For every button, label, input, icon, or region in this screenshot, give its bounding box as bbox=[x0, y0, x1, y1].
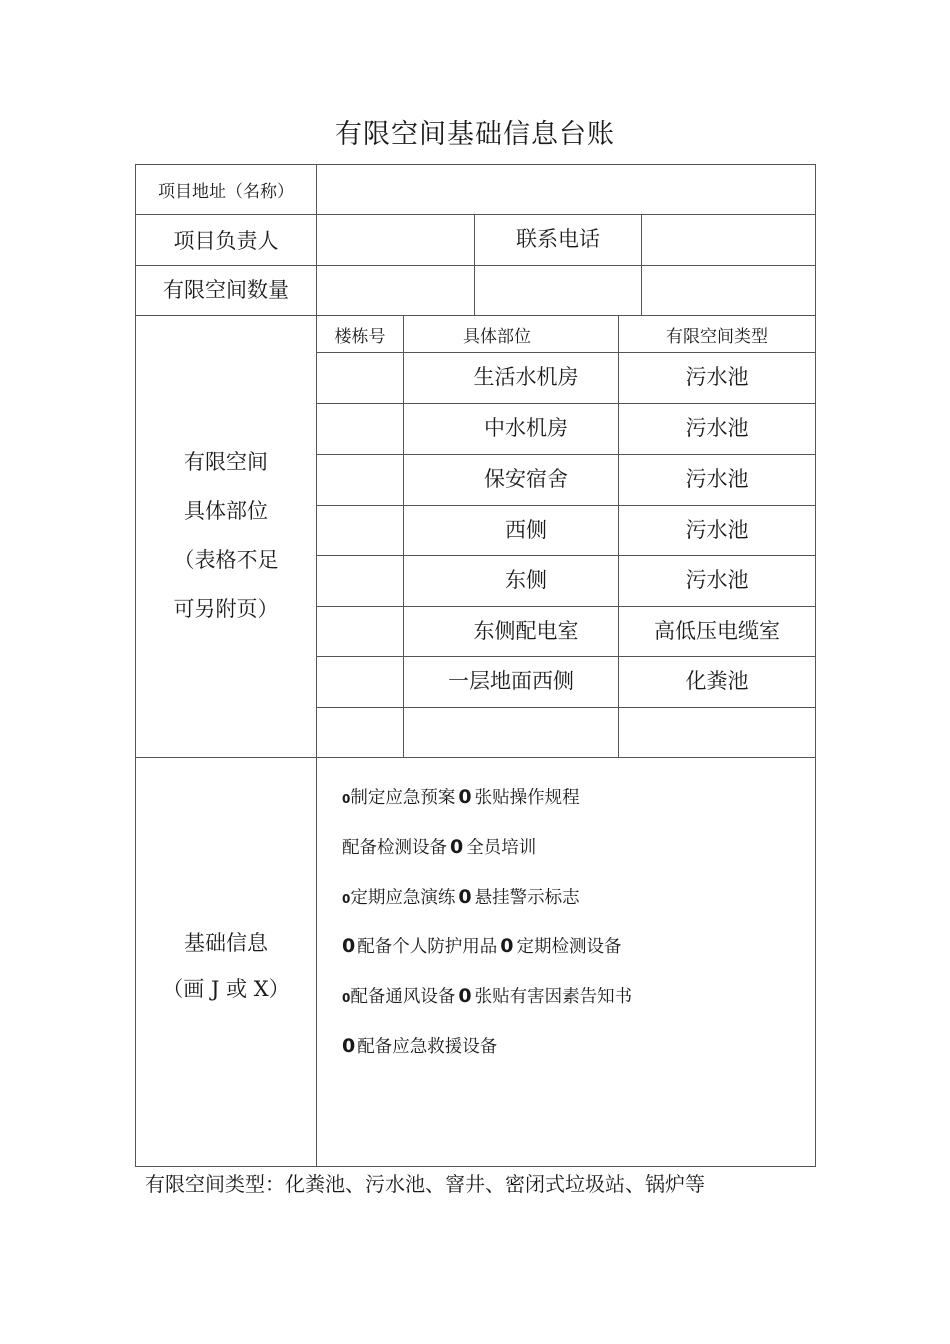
type-cell: 化粪池 bbox=[685, 669, 749, 693]
check-mark: 0 bbox=[342, 935, 356, 957]
checklist-item: 悬挂警示标志 bbox=[474, 888, 580, 908]
locations-section-label bbox=[136, 438, 316, 634]
footer-note: 有限空间类型：化粪池、污水池、窨井、密闭式垃圾站、锅炉等 bbox=[145, 1172, 705, 1196]
locations-label-line: （表格不足 bbox=[173, 548, 279, 572]
check-mark: 0 bbox=[458, 886, 472, 908]
building-cell bbox=[317, 506, 403, 552]
type-cell: 高低压电缆室 bbox=[654, 619, 780, 643]
check-mark: 0 bbox=[500, 935, 514, 957]
location-cell: 西侧 bbox=[505, 518, 547, 542]
basic-info-label-line: 基础信息 bbox=[184, 931, 268, 955]
check-mark: 0 bbox=[342, 792, 351, 806]
check-mark: 0 bbox=[342, 1035, 356, 1057]
check-mark: 0 bbox=[458, 985, 472, 1007]
column-header-location: 具体部位 bbox=[463, 326, 531, 347]
type-cell: 污水池 bbox=[685, 416, 749, 440]
checklist-item: 配备通风设备 bbox=[350, 987, 456, 1007]
column-header-building: 楼栋号 bbox=[334, 326, 386, 347]
checklist-item: 配备个人防护用品 bbox=[357, 937, 498, 957]
checklist-item: 张贴有害因素告知书 bbox=[474, 987, 633, 1007]
checklist-item: 配备应急救援设备 bbox=[357, 1037, 498, 1057]
type-cell: 污水池 bbox=[685, 467, 749, 491]
address-label: 项目地址（名称） bbox=[158, 182, 294, 202]
checklist-item: 张贴操作规程 bbox=[474, 788, 580, 808]
location-cell: 中水机房 bbox=[484, 416, 568, 440]
check-mark: 0 bbox=[342, 991, 351, 1005]
building-cell bbox=[317, 556, 403, 602]
checklist-item: 定期应急演练 bbox=[350, 888, 456, 908]
type-cell: 污水池 bbox=[685, 518, 749, 542]
building-cell bbox=[317, 607, 403, 653]
check-mark: 0 bbox=[342, 892, 351, 906]
check-mark: 0 bbox=[458, 786, 472, 808]
type-cell bbox=[619, 708, 815, 754]
location-cell: 生活水机房 bbox=[473, 365, 579, 389]
location-cell: 东侧 bbox=[505, 568, 547, 592]
check-mark: 0 bbox=[450, 836, 464, 858]
page-title: 有限空间基础信息台账 bbox=[335, 119, 615, 150]
building-cell bbox=[317, 353, 403, 399]
type-cell: 污水池 bbox=[685, 365, 749, 389]
location-cell: 一层地面西侧 bbox=[448, 669, 574, 693]
locations-label-line: 有限空间 bbox=[184, 450, 268, 474]
basic-info-label-line: （画 J 或 X） bbox=[162, 977, 290, 1001]
checklist-item: 制定应急预案 bbox=[350, 788, 456, 808]
building-cell bbox=[317, 455, 403, 501]
count-label: 有限空间数量 bbox=[163, 278, 289, 302]
location-cell: 东侧配电室 bbox=[473, 619, 579, 643]
building-cell bbox=[317, 657, 403, 703]
phone-label: 联系电话 bbox=[516, 227, 600, 251]
checklist-item: 定期检测设备 bbox=[516, 937, 622, 957]
location-cell bbox=[404, 708, 618, 754]
building-cell bbox=[317, 404, 403, 450]
locations-label-line: 具体部位 bbox=[184, 499, 268, 523]
type-cell: 污水池 bbox=[685, 568, 749, 592]
checklist-item: 全员培训 bbox=[466, 838, 537, 858]
locations-label-line: 可另附页） bbox=[173, 597, 279, 621]
basic-info-section-label bbox=[136, 920, 316, 1012]
column-header-type: 有限空间类型 bbox=[666, 326, 768, 347]
location-cell: 保安宿舍 bbox=[484, 467, 568, 491]
manager-label: 项目负责人 bbox=[173, 229, 279, 253]
building-cell bbox=[317, 708, 403, 754]
checklist-item: 配备检测设备 bbox=[342, 838, 447, 858]
